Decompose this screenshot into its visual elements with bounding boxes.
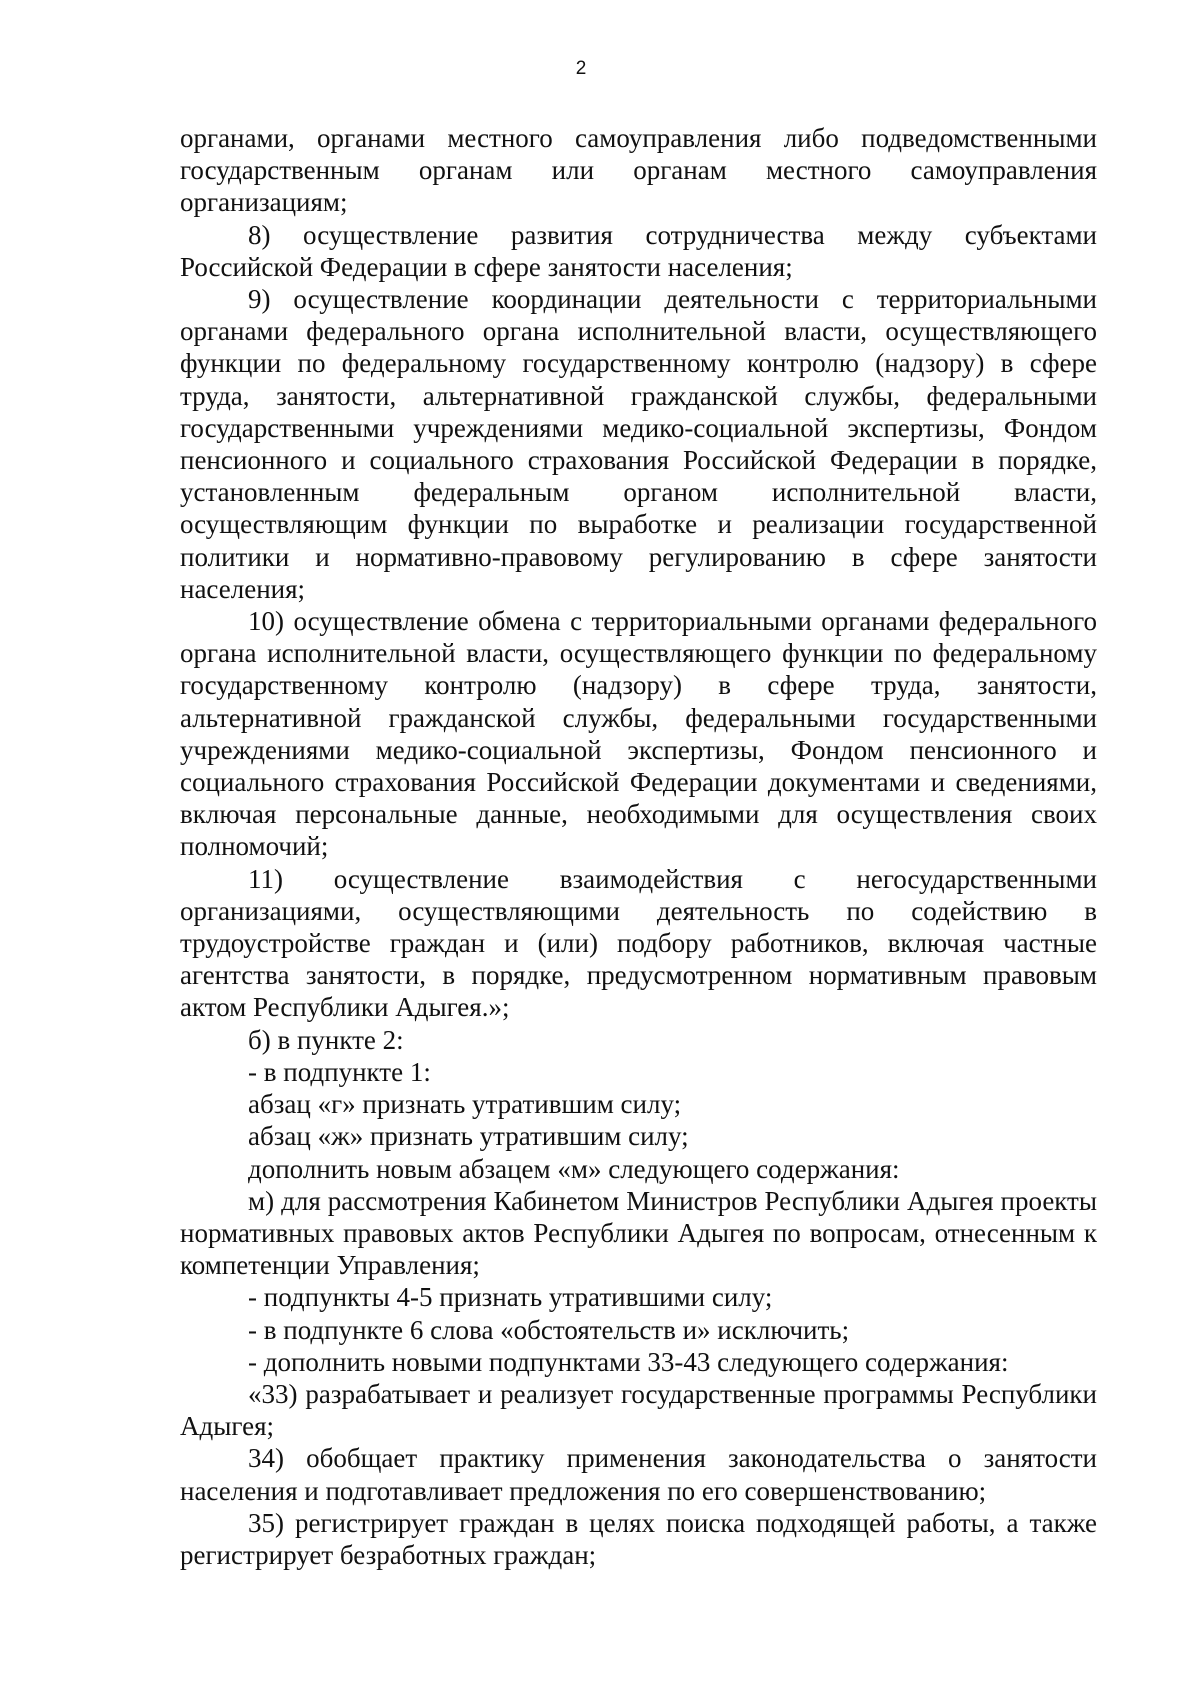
paragraph-item-35: 35) регистрирует граждан в целях поиска подходящей работы, а также регистрирует безработных граждан; xyxy=(180,1507,1097,1570)
document-body xyxy=(180,122,1097,1571)
paragraph-subpoint-1: - в подпункте 1: xyxy=(248,1056,431,1087)
paragraph-item-9: 9) осуществление координации деятельности с территориальными органами федерального органа исполнительной власти, осуществляющего функции по федеральному государственному контролю (надзору) в сфере труда, занятости, альтернативной гражданской службы, федеральными государственными учреждениями медико-социальной экспертизы, Фондом пенсионного и социального страхования Российской Федерации в порядке, установленным федеральным органом исполнительной власти, осуществляющим функции по выработке и реализации государственной политики и нормативно-правовому регулированию в сфере занятости населения; xyxy=(180,284,1097,604)
paragraph-point-b: б) в пункте 2: xyxy=(248,1024,404,1055)
paragraph-item-11: 11) осуществление взаимодействия с негосударственными организациями, осуществляющими деятельность по содействию в трудоустройстве граждан и (или) подбору работников, включая частные агентства занятости, в порядке, предусмотренном нормативным правовым актом Республики Адыгея.»; xyxy=(180,863,1097,1023)
paragraph-subpoint-6: - в подпункте 6 слова «обстоятельств и» исключить; xyxy=(248,1314,850,1345)
paragraph-abzac-zh: абзац «ж» признать утратившим силу; xyxy=(248,1121,689,1152)
paragraph-item-34: 34) обобщает практику применения законодательства о занятости населения и подготавливает предложения по его совершенствованию; xyxy=(180,1443,1097,1506)
paragraph-intro-continuation: органами, органами местного самоуправления либо подведомственными государственным органам или органам местного самоуправления организациям; xyxy=(180,123,1097,218)
paragraph-subpoints-4-5: - подпункты 4-5 признать утратившими силу; xyxy=(248,1282,773,1313)
paragraph-add-subpoints: - дополнить новыми подпунктами 33-43 следующего содержания: xyxy=(248,1346,1009,1377)
page-number: 2 xyxy=(575,58,587,79)
paragraph-abzac-g: абзац «г» признать утратившим силу; xyxy=(248,1089,682,1120)
paragraph-item-8: 8) осуществление развития сотрудничества между субъектами Российской Федерации в сфере занятости населения; xyxy=(180,219,1097,282)
paragraph-item-10: 10) осуществление обмена с территориальными органами федерального органа исполнительной власти, осуществляющего функции по федеральному государственному контролю (надзору) в сфере труда, занятости, альтернативной гражданской службы, федеральными государственными учреждениями медико-социальной экспертизы, Фондом пенсионного и социального страхования Российской Федерации документами и сведениями, включая персональные данные, необходимыми для осуществления своих полномочий; xyxy=(180,606,1097,862)
paragraph-add-abzac-m: дополнить новым абзацем «м» следующего содержания: xyxy=(248,1153,900,1184)
paragraph-abzac-m: м) для рассмотрения Кабинетом Министров Республики Адыгея проекты нормативных правовых актов Республики Адыгея по вопросам, отнесенным к компетенции Управления; xyxy=(180,1185,1097,1281)
paragraph-item-33: «33) разрабатывает и реализует государственные программы Республики Адыгея; xyxy=(180,1378,1097,1442)
